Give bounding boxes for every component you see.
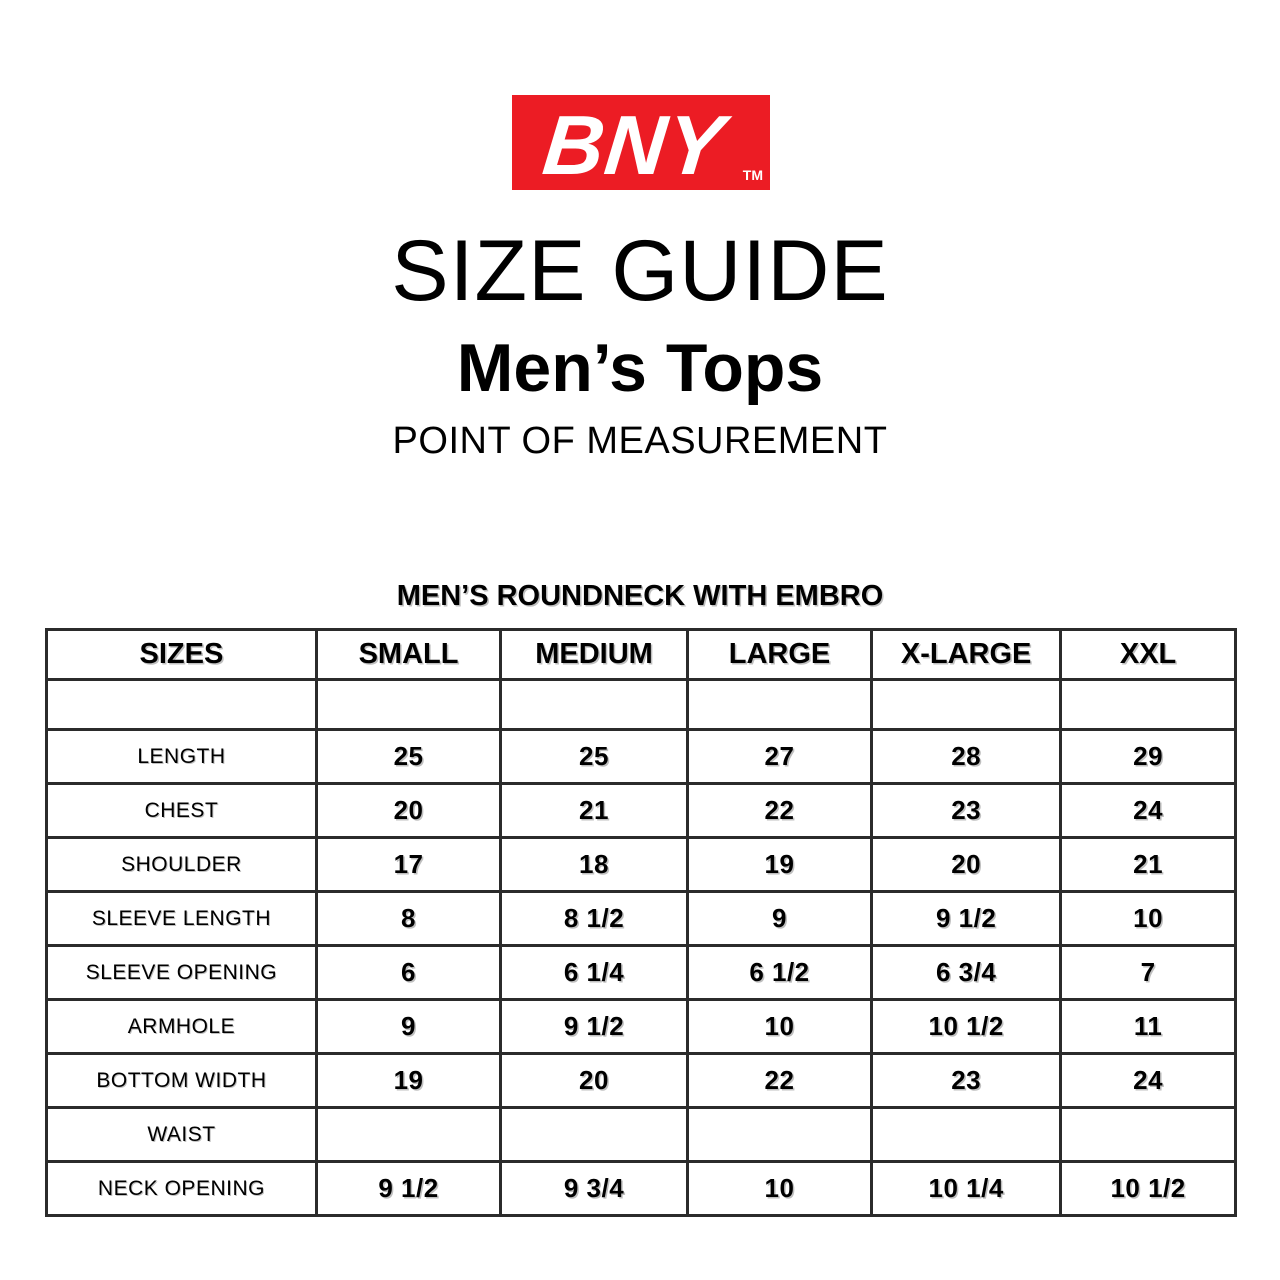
size-value: 9 1/2 — [316, 1162, 500, 1216]
size-value: 23 — [872, 784, 1061, 838]
size-value: 10 1/2 — [872, 1000, 1061, 1054]
size-value: 9 3/4 — [501, 1162, 688, 1216]
trademark-symbol: TM — [742, 167, 763, 183]
size-value: 10 — [687, 1000, 871, 1054]
size-value: 8 — [316, 892, 500, 946]
page-title: SIZE GUIDE — [391, 223, 889, 319]
table-row-armhole — [47, 1000, 1236, 1054]
point-of-measurement-label: POINT OF MEASUREMENT — [392, 420, 888, 462]
column-header-large: LARGE — [687, 630, 871, 680]
size-value: 6 — [316, 946, 500, 1000]
size-value: 29 — [1061, 730, 1236, 784]
size-value: 9 1/2 — [872, 892, 1061, 946]
row-label: SHOULDER — [47, 838, 317, 892]
row-label: ARMHOLE — [47, 1000, 317, 1054]
row-label: CHEST — [47, 784, 317, 838]
column-header-sizes: SIZES — [47, 630, 317, 680]
row-label: LENGTH — [47, 730, 317, 784]
size-value — [687, 1108, 871, 1162]
size-value: 7 — [1061, 946, 1236, 1000]
column-header-small: SMALL — [316, 630, 500, 680]
brand-logo-text: BNY — [538, 97, 730, 192]
size-value: 6 1/4 — [501, 946, 688, 1000]
size-value: 8 1/2 — [501, 892, 688, 946]
table-row-shoulder — [47, 838, 1236, 892]
size-value: 11 — [1061, 1000, 1236, 1054]
table-row-length — [47, 730, 1236, 784]
table-row-neck-opening — [47, 1162, 1236, 1216]
size-value: 24 — [1061, 1054, 1236, 1108]
table-row-spacer — [47, 680, 1236, 730]
size-value: 22 — [687, 1054, 871, 1108]
size-value: 19 — [687, 838, 871, 892]
size-value — [316, 1108, 500, 1162]
size-value: 25 — [501, 730, 688, 784]
row-label: BOTTOM WIDTH — [47, 1054, 317, 1108]
size-value: 25 — [316, 730, 500, 784]
row-label: SLEEVE OPENING — [47, 946, 317, 1000]
brand-logo — [512, 95, 770, 190]
size-value: 23 — [872, 1054, 1061, 1108]
size-value — [501, 680, 688, 730]
size-value: 21 — [1061, 838, 1236, 892]
size-value: 20 — [501, 1054, 688, 1108]
table-row-chest — [47, 784, 1236, 838]
table-caption: MEN’S ROUNDNECK WITH EMBRO — [396, 580, 884, 612]
column-header-xxl: XXL — [1061, 630, 1236, 680]
size-value — [872, 680, 1061, 730]
row-label: SLEEVE LENGTH — [47, 892, 317, 946]
size-value — [872, 1108, 1061, 1162]
size-value — [501, 1108, 688, 1162]
table-row-sleeve-opening — [47, 946, 1236, 1000]
row-label: NECK OPENING — [47, 1162, 317, 1216]
size-value: 10 1/2 — [1061, 1162, 1236, 1216]
size-value: 27 — [687, 730, 871, 784]
size-value: 22 — [687, 784, 871, 838]
size-value: 6 1/2 — [687, 946, 871, 1000]
table-row-waist — [47, 1108, 1236, 1162]
size-value — [687, 680, 871, 730]
size-value: 10 — [687, 1162, 871, 1216]
size-value: 9 — [687, 892, 871, 946]
table-row-bottom-width — [47, 1054, 1236, 1108]
size-value: 21 — [501, 784, 688, 838]
column-header-medium: MEDIUM — [501, 630, 688, 680]
size-value: 20 — [872, 838, 1061, 892]
table-row-sleeve-length — [47, 892, 1236, 946]
size-value: 28 — [872, 730, 1061, 784]
size-value: 24 — [1061, 784, 1236, 838]
column-header-x-large: X-LARGE — [872, 630, 1061, 680]
row-label: WAIST — [47, 1108, 317, 1162]
size-value — [1061, 1108, 1236, 1162]
size-value: 9 — [316, 1000, 500, 1054]
size-value: 18 — [501, 838, 688, 892]
page-subtitle: Men’s Tops — [456, 330, 824, 406]
size-value — [316, 680, 500, 730]
size-value: 17 — [316, 838, 500, 892]
size-value: 10 1/4 — [872, 1162, 1061, 1216]
size-value: 19 — [316, 1054, 500, 1108]
size-value: 10 — [1061, 892, 1236, 946]
size-guide-table — [45, 628, 1237, 1217]
size-value: 6 3/4 — [872, 946, 1061, 1000]
size-value: 20 — [316, 784, 500, 838]
size-value: 9 1/2 — [501, 1000, 688, 1054]
size-value — [1061, 680, 1236, 730]
header-row — [47, 630, 1236, 680]
row-label — [47, 680, 317, 730]
